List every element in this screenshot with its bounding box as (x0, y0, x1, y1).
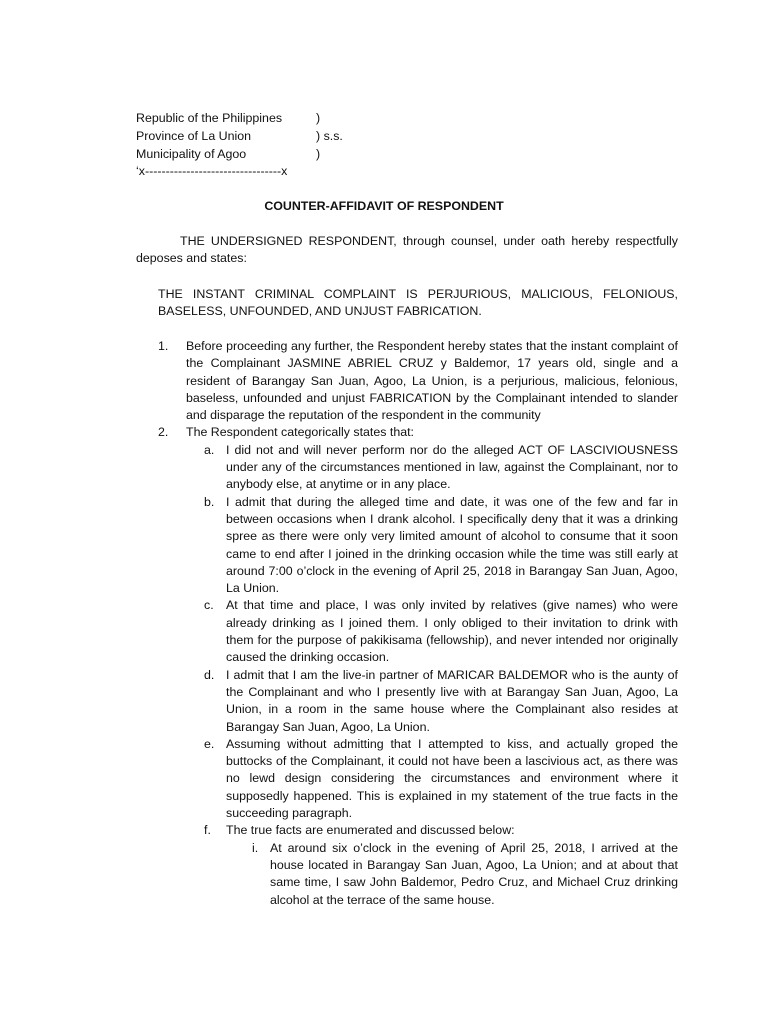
sub-item-letter: b. (204, 494, 215, 509)
complaint-heading: THE INSTANT CRIMINAL COMPLAINT IS PERJURIOUS, MALICIOUS, FELONIOUS, BASELESS, UNFOUNDED, AND UNJUST FABRICATION. (158, 287, 678, 319)
list-item-2 (158, 424, 678, 908)
sub-list (204, 442, 678, 909)
caption-row-province (136, 128, 343, 146)
list-item-1 (158, 338, 678, 424)
sub-item-a (204, 442, 678, 494)
caption-municipality: Municipality of Agoo (136, 146, 247, 161)
roman-numeral: i. (252, 840, 259, 855)
item-number: 2. (158, 425, 169, 440)
document-title: COUNTER-AFFIDAVIT OF RESPONDENT (264, 199, 504, 213)
sub-item-text: I admit that during the alleged time and date, it was one of the few and far in between occasions when I drank alcohol. I specifically deny that it was a drinking spree as there were only very limited amount of alcohol to consume that it soon came to end after I joined in the drinking occasion while the time was still early at around 7:00 o’clock in the evening of April 25, 2018 in Barangay San Juan, Agoo, La Union. (226, 494, 678, 596)
caption-municipality-paren: ) (316, 146, 321, 161)
roman-item-i (252, 840, 678, 909)
sub-item-text: I did not and will never perform nor do the alleged ACT OF LASCIVIOUSNESS under any of the circumstances mentioned in law, against the Complainant, nor to anybody else, at anytime or in any place. (226, 442, 678, 492)
sub-item-letter: a. (204, 442, 215, 457)
sub-item-text: At that time and place, I was only invited by relatives (give names) who were already drinking as I joined them. I only obliged to their invitation to drink with them for the purpose of pakikisama (fellowship), and never intended nor originally caused the drinking occasion. (226, 598, 678, 665)
item-text: Before proceeding any further, the Respondent hereby states that the instant complaint of the Complainant JASMINE ABRIEL CRUZ y Baldemor, 17 years old, single and a resident of Barangay San Juan, Agoo, La Union, is a perjurious, malicious, felonious, baseless, unfounded and unjust FABRICATION by the Complainant intended to slander and disparage the reputation of the respondent in the community (186, 339, 678, 423)
sub-item-c (204, 597, 678, 666)
caption-row-republic (136, 110, 321, 128)
sub-item-letter: f. (204, 823, 211, 838)
caption-separator: ‘x---------------------------------x (136, 164, 288, 179)
roman-item-text: At around six o’clock in the evening of April 25, 2018, I arrived at the house located in Barangay San Juan, Agoo, La Union; and at about that same time, I saw John Baldemor, Pedro Cruz, and Michael Cruz drinking alcohol at the terrace of the same house. (270, 840, 678, 907)
sub-item-d (204, 667, 678, 736)
caption-ss: ) s.s. (316, 128, 343, 143)
item-text: The Respondent categorically states that: (186, 425, 414, 440)
sub-item-e (204, 736, 678, 822)
roman-list (252, 840, 678, 909)
sub-item-letter: c. (204, 598, 214, 613)
sub-item-text: I admit that I am the live-in partner of MARICAR BALDEMOR who is the aunty of the Complainant and who I presently live with at Barangay San Juan, Agoo, La Union, in a room in the same house where the Complainant also resides at Barangay San Juan, Agoo, La Union. (226, 667, 678, 734)
numbered-list (158, 338, 678, 909)
venue-caption (136, 110, 343, 181)
item-number: 1. (158, 339, 169, 353)
sub-item-text: The true facts are enumerated and discussed below: (226, 823, 515, 838)
caption-republic: Republic of the Philippines (136, 111, 283, 125)
caption-republic-paren: ) (316, 111, 321, 125)
caption-province: Province of La Union (136, 128, 252, 143)
sub-item-b (204, 494, 678, 598)
sub-item-letter: e. (204, 736, 215, 751)
intro-paragraph: THE UNDERSIGNED RESPONDENT, through counsel, under oath hereby respectfully deposes and states: (136, 234, 678, 266)
sub-item-f (204, 822, 678, 908)
sub-item-letter: d. (204, 667, 215, 682)
caption-row-municipality (136, 146, 321, 164)
sub-item-text: Assuming without admitting that I attempted to kiss, and actually groped the buttocks of the Complainant, it could not have been a lascivious act, as there was no lewd design considering the circumstances and environment where it supposedly happened. This is explained in my statement of the true facts in the succeeding paragraph. (226, 736, 678, 821)
caption-row-separator (136, 163, 287, 181)
